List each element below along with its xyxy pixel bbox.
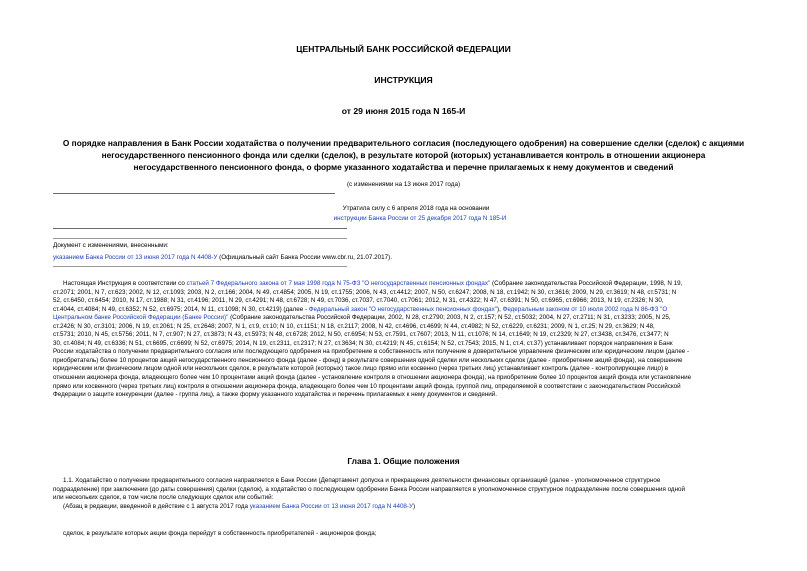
preamble-line: ст.4044, ст.4084; N 49, ст.6352; N 52, ст.6975; 2014, N 11, ст.1098; N 30, ст.4219) (далее - Федеральный закон "О негосударственных пенсионных фондах"), Федеральным законом от 10 июля 2002 года N 86-ФЗ "О	[53, 305, 668, 313]
preamble-line: ст.2071; 2001, N 7, ст.623; 2002, N 12, ст.1093; 2003, N 2, ст.166; 2004, N 49, ст.4854; 2005, N 19, ст.1755; 2006, N 43, ст.4412; 2007, N 50, ст.6247; 2008, N 18, ст.1942; N 30, ст.3616; 2009, N 29, ст.3619; N 48, ст.5731; N	[53, 288, 677, 296]
preamble-line: юридическим или физическим лицом одной или нескольких сделок, в результате которой (которых) такое лицо прямо или косвенно (через третьих лиц) устанавливает контроль (далее - контролирующее лицо) в	[53, 365, 669, 373]
divider	[53, 238, 347, 239]
law-86-link[interactable]: Федеральным законом от 10 июля 2002 года N 86-ФЗ "О	[502, 305, 668, 313]
lost-force-link[interactable]: инструкции Банка России от 25 декабря 2017 года N 185-И	[333, 215, 507, 222]
changes-link[interactable]: указанием Банка России от 13 июня 2017 года N 4408-У	[53, 254, 218, 261]
chapter-paragraph	[53, 477, 753, 511]
law-86-link-cont[interactable]: Центральном банке Российской Федерации (Банке России)"	[53, 314, 229, 322]
divider	[53, 228, 347, 229]
paragraph-line: подразделение) при заключении (до даты совершения) сделки (сделок), а ходатайство о последующем одобрении Банка России направляется в уполномоченное структурное подразделение после совершения одной	[53, 485, 685, 493]
preamble-line: прямо или косвенного (через третьих лиц) контроля в отношении акционера фонда, владеющего более чем 10 процентами акций фонда, группой лиц, определяемой в соответствии с законодательством Российской	[53, 382, 681, 390]
lost-force-notice: Утратила силу с 6 апреля 2018 года на основании	[342, 205, 490, 212]
title-line-2: негосударственного пенсионного фонда или сделки (сделок), в результате которой (которых) устанавливается контроль в отношении акционера	[101, 150, 706, 160]
preamble-line: ст.2426; N 30, ст.3101; 2006, N 19, ст.2061; N 25, ст.2648; 2007, N 1, ст.9, ст.10; N 10, ст.1151; N 18, ст.2117; 2008, N 42, ст.4696, ст.4699; N 44, ст.4982; N 52, ст.6229, ст.6231; 2009, N 1, ст.25; N 29, ст.3629; N 48,	[53, 322, 655, 330]
preamble-line: Настоящая Инструкция в соответствии со статьей 7 Федерального закона от 7 мая 1998 года N 75-ФЗ "О негосударственных пенсионных фондах" (Собрание законодательства Российской Федерации, 1998, N 19,	[63, 280, 683, 287]
changes-label: Документ с изменениями, внесенными:	[53, 242, 169, 249]
preamble-line: Федерации о защите конкуренции (далее - группа лиц), а также форму указанного ходатайства и перечень прилагаемых к нему документов и сведений.	[53, 391, 497, 399]
preamble-line: Центральном банке Российской Федерации (Банке России)" (Собрание законодательства Российской Федерации, 2002, N 28, ст.2790; 2003, N 2, ст.157; N 52, ст.5032; 2004, N 27, ст.2711; N 31, ст.3233; 2005, N 25,	[53, 314, 671, 322]
divider	[53, 266, 347, 267]
preamble-line: приобретатель) более 10 процентов акций негосударственного пенсионного фонда (далее - фонд) в результате совершения одной сделки или нескольких сделок (далее - приобретение акций фонда), на совершение	[53, 356, 683, 364]
chapter-title: Глава 1. Общие положения	[347, 456, 460, 466]
changes-line	[53, 254, 392, 261]
preamble	[53, 280, 753, 400]
changes-tail: (Официальный сайт Банка России www.cbr.ru, 21.07.2017).	[217, 254, 392, 261]
paragraph-line: сделок, в результате которых акции фонда перейдут в собственность приобретателей - акционеров фонда;	[63, 530, 377, 537]
law-npf-link[interactable]: Федеральный закон "О негосударственных пенсионных фондах"	[308, 305, 497, 313]
preamble-line: 52, ст.6450, ст.6454; 2010, N 17, ст.1988; N 31, ст.4196; 2011, N 29, ст.4291; N 48, ст.6728; N 49, ст.7036, ст.7037, ст.7040, ст.7061; 2012, N 31, ст.4322; N 47, ст.6391; N 50, ст.6965, ст.6966; 2013, N 19, ст.2326; N 30,	[53, 297, 664, 305]
org-name: ЦЕНТРАЛЬНЫЙ БАНК РОССИЙСКОЙ ФЕДЕРАЦИИ	[296, 44, 511, 54]
preamble-line: отношении акционера фонда, владеющего более чем 10 процентами акций фонда (далее - установление контроля в отношении акционера фонда), на приобретение более 10 процентов акций фонда или установление	[53, 374, 692, 382]
doc-date-number: от 29 июня 2015 года N 165-И	[341, 106, 466, 116]
preamble-line: России ходатайства о получении предварительного согласия или последующего одобрения на приобретение в собственность или получение в доверительное управление физическим или юридическим лицом (далее -	[53, 348, 690, 356]
amendment-note: (Абзац в редакции, введенной в действие с 1 августа 2017 года указанием Банка России от 13 июня 2017 года N 4408-У)	[63, 502, 416, 510]
doc-type: ИНСТРУКЦИЯ	[374, 75, 433, 85]
amendment-link[interactable]: указанием Банка России от 13 июня 2017 года N 4408-У	[249, 502, 413, 510]
title-line-1: О порядке направления в Банк России ходатайства о получении предварительного согласия (последующего одобрения) на совершение сделки (сделок) с акциями	[62, 138, 745, 148]
preamble-line: 30, ст.4084; N 49, ст.6336; N 51, ст.6695, ст.6699; N 52, ст.6975; 2014, N 19, ст.2311, ст.2317; N 27, ст.3634; N 30, ст.4219; N 45, ст.6154; N 52, ст.7543; 2015, N 1, ст.4, ст.37) устанавливает порядок направления в Банк	[53, 339, 673, 347]
preamble-line: ст.5731; 2010, N 45, ст.5756; 2011, N 7, ст.907; N 27, ст.3873; N 43, ст.5973; N 48, ст.6728; 2012, N 50, ст.6954; N 53, ст.7591, ст.7607; 2013, N 11, ст.1076; N 14, ст.1649; N 19, ст.2329; N 27, ст.3438, ст.3476, ст.3477; N	[53, 331, 669, 339]
revision-note: (с изменениями на 13 июня 2017 года)	[346, 181, 461, 188]
paragraph-line: или нескольких сделок, в том числе после следующих сделок или событий:	[53, 494, 274, 502]
title-line-3: негосударственного пенсионного фонда, о форме указанного ходатайства и перечне прилагаемых к нему документов и сведений	[133, 162, 674, 172]
law-75-link[interactable]: статьей 7 Федерального закона от 7 мая 1998 года N 75-ФЗ "О негосударственных пенсионных фондах"	[186, 280, 491, 287]
paragraph-line: 1.1. Ходатайство о получении предварительного согласия направляется в Банк России (Департамент допуска и прекращения деятельности финансовых организаций (далее - уполномоченное структурное	[63, 477, 661, 484]
divider	[53, 193, 335, 194]
